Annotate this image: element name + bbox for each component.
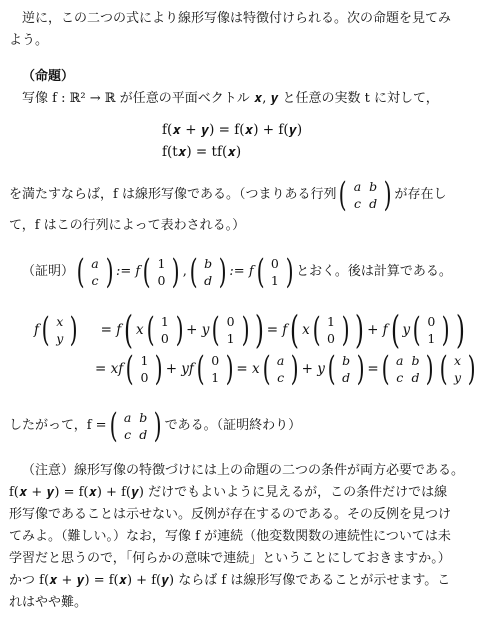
proposition-equation-2: f(t𝒙) = tf(𝒙) <box>162 144 242 160</box>
vector-1-0: ( 1 0 ) <box>142 252 181 292</box>
note-line-4: てみよ。（難しい。）なお，写像 f が連続（他変数関数の連続性については未 <box>9 529 451 544</box>
proof-definition: （証明） ( a c ) := f ( 1 0 ) , ( b d ) := f ( 0 1 ) とおく。後は計算である。 <box>22 252 452 292</box>
note-line-2: f(𝒙 + 𝒚) = f(𝒙) + f(𝒚) だけでもよいように見えるが，この条件だけでは線 <box>9 485 448 500</box>
note-line-7: れはやや難。 <box>9 595 88 610</box>
proposition-statement-line-2a: を満たすならば，f は線形写像である。（つまりある行列 <box>9 187 337 202</box>
matrix-abcd-conclusion: ( a b c d ) <box>109 406 162 446</box>
note-line-5: 学習だと思うので，「何らかの意味で連続」ということにしておきますか。） <box>9 551 451 566</box>
intro-paragraph <box>9 8 461 52</box>
proof-definition-suffix: とおく。後は計算である。 <box>296 264 452 279</box>
note-section <box>9 460 465 614</box>
assign-symbol-2: := <box>229 264 245 279</box>
note-line-3: 形写像であることは示せない。反例が存在するのである。その反例を見つけ <box>9 507 452 522</box>
conclusion-text-b: である。（証明終わり） <box>164 418 302 433</box>
intro-line-1: 逆に，この二つの式により線形写像は特徴付けられる。次の命題を見てみ <box>22 11 452 26</box>
proof-conclusion <box>9 404 461 448</box>
conclusion-text-a: したがって，f = <box>9 418 107 433</box>
proof-label: （証明） <box>22 264 75 279</box>
proposition-statement-line-3: て，f はこの行列によって表わされる。） <box>9 218 246 233</box>
note-line-1: （注意）線形写像の特徴づけには上の命題の二つの条件が両方必要である。 <box>22 463 465 478</box>
assign-symbol-1: := <box>116 264 132 279</box>
proof-calc-row-1: f ( x y ) = f ( x ( 1 0 ) + y ( 0 1 ) ) = f ( x ( 1 0 ) ) + f ( y ( 0 1 ) ) <box>34 308 465 352</box>
proposition-statement-line-1: 写像 f : ℝ² → ℝ が任意の平面ベクトル 𝒙, 𝒚 と任意の実数 t に対して， <box>22 91 439 106</box>
matrix-abcd: ( a b c d ) <box>339 175 392 215</box>
vector-b-d: ( b d ) <box>189 252 227 292</box>
vector-a-c: ( a c ) <box>76 252 114 292</box>
vector-0-1: ( 0 1 ) <box>256 252 294 292</box>
note-line-6: かつ f(𝒙 + 𝒚) = f(𝒙) + f(𝒚) ならば f は線形写像であることが示せます。こ <box>9 573 451 588</box>
proposition-equation-1: f(𝒙 + 𝒚) = f(𝒙) + f(𝒚) <box>162 122 303 138</box>
proposition-section <box>9 66 461 110</box>
intro-line-2: よう。 <box>9 33 49 48</box>
proof-calc-row-2: = xf ( 1 0 ) + yf ( 0 1 ) = x ( a c ) + y ( b d ) = ( a b c d ) ( x y ) <box>95 349 476 389</box>
proposition-statement-cont <box>9 175 461 237</box>
proposition-heading: （命題） <box>22 69 75 84</box>
proposition-statement-line-2b: が存在し <box>394 187 447 202</box>
